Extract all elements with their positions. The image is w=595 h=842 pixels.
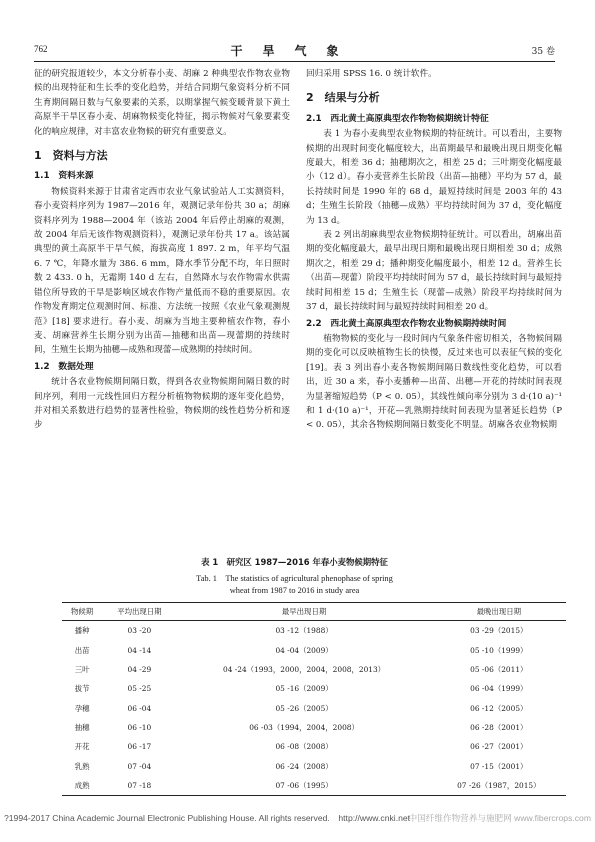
table-row: [62, 718, 566, 737]
volume-label: 35 卷: [531, 47, 555, 57]
table-cell: 成熟: [62, 776, 102, 796]
table-cell: 03 -12（1988）: [275, 626, 333, 636]
table-cell: 07 -04: [127, 761, 152, 771]
table-cell: 抽穗: [74, 723, 90, 733]
table-cell: 出苗: [74, 645, 90, 655]
subsection-2-2-heading: 2.2 西北黄土高原典型农作物农业物候期持续时间: [306, 318, 507, 329]
table-row: [62, 699, 566, 718]
subsection-2-2-text: 植物物候的变化与一段时间内气象条件密切相关，各物候间隔期的变化可以反映植物生长的快慢，反过来也可以表征气候的变化[19]。表 3 列出春小麦各物候期间隔日数线性变化趋势，可以看出，近 30 a 来，春小麦播种—出苗、出穗—开花的持续时间表现为显著缩短趋势（P < 0. 05），其线性倾向率分别为 3 d·(10 a)⁻¹ 和 1 d·(10 a)⁻¹，开花—乳熟期持续时间表现为显著延长趋势（P < 0. 05），其余各物候期间隔日数变化不明显。胡麻各农业物候期: [306, 333, 562, 431]
subsection-2-1-paragraph-1: 表 1 为春小麦典型农业物候期的特征统计。可以看出，主要物候期的出现时间变化幅度较大，出苗期最早和最晚出现日期变化幅度最大，相差 36 d；抽穗期次之，相差 25 d；三叶期变化幅度最小（12 d）。春小麦营养生长阶段（出苗—抽穗）平均为 57 d，最长持续时间是 1990 年的 68 d，最短持续时间是 2003 年的 43 d；生殖生长阶段（抽穗—成熟）平均持续时间为 37 d，变化幅度为 13 d。: [306, 129, 562, 226]
table-cell: 07 -26（1987，2015）: [432, 776, 566, 796]
table-row: [62, 621, 566, 641]
table-cell: 04 -29: [127, 664, 152, 674]
table-cell: 06 -10: [127, 723, 152, 733]
page-number: 762: [34, 44, 48, 54]
table-cell: 乳熟: [74, 761, 90, 771]
table-header-cell: 最早出现日期: [177, 603, 432, 621]
table-cell: 04 -04（2009）: [275, 645, 333, 655]
table-cell: 06 -03（1994，2004，2008）: [249, 723, 359, 733]
table-row: [62, 776, 566, 796]
table-header-cell: 最晚出现日期: [432, 603, 566, 621]
table-cell: 05 -16（2009）: [275, 684, 333, 694]
copyright-notice: ?1994-2017 China Academic Journal Electronic Publishing House. All rights reserved. http://www.cnki.net: [4, 813, 411, 823]
footer: [4, 812, 591, 824]
watermark: 中国纤维作物营养与施肥网 www.fibercrops.com: [408, 813, 591, 823]
table-cell: 06 -04（1999）: [470, 684, 528, 694]
table-row: [62, 640, 566, 659]
table-cell: 播种: [74, 626, 90, 636]
section-2-heading: 2 结果与分析: [306, 91, 380, 105]
table-row: [62, 679, 566, 698]
table-cell: 04 -24（1993，2000，2004，2008，2013）: [223, 664, 386, 674]
table-cell: 06 -27（2001）: [470, 742, 528, 752]
table-cell: 05 -26（2005）: [275, 703, 333, 713]
running-header: [34, 42, 555, 58]
table-cell: 04 -14: [127, 645, 152, 655]
table-cell: 拔节: [74, 684, 90, 694]
header-rule: [34, 61, 555, 62]
table-cell: 06 -04: [127, 703, 152, 713]
table-cell: 05 -06（2011）: [470, 664, 528, 674]
table-caption-en-line-1: Tab. 1 The statistics of agricultural phenophase of spring: [196, 574, 393, 583]
subsection-1-1-heading: 1.1 资料来源: [34, 171, 94, 182]
section-1-heading: 1 资料与方法: [34, 149, 108, 163]
table-cell: 孕穗: [74, 703, 90, 713]
table-row: [62, 660, 566, 679]
subsection-1-2-heading: 1.2 数据处理: [34, 361, 94, 372]
table-cell: 07 -15（2001）: [470, 761, 528, 771]
table-row: [62, 757, 566, 776]
subsection-1-1-text: 物候资料来源于甘肃省定西市农业气象试验站人工实测资料，春小麦资料序列为 1987—2016 年，观测记录年份共 30 a；胡麻资料序列为 1988—2004 年（该站 2004 年后停止胡麻的观测，故 2004 年后无该作物观测资料），观测记录年份共 17 a。该站属典型的黄土高原半干旱气候，海拔高度 1 897. 2 m，年平均气温 6. 7 ℃，年降水量为 386. 6 mm，降水季节分配不均，年日照时数 2 433. 0 h，无霜期 140 d 左右，自然降水与农作物需水供需错位所导致的干旱是影响区域农作物产量低而不稳的重要原因。农作物发育期定位观测时间、标准、方法统一按照《农业气象观测规范》[18] 要求进行。春小麦、胡麻为当地主要种植农作物，春小麦、胡麻营养生长期分别为出苗—抽穗和出苗—现蕾期的持续时间，生殖生长期为抽穗—成熟和现蕾—成熟期的持续时间。: [34, 186, 290, 356]
table-cell: 07 -18: [102, 776, 176, 796]
table-cell: 07 -06（1995）: [177, 776, 432, 796]
table-cell: 06 -08（2008）: [275, 742, 333, 752]
table-header-cell: 物候期: [62, 603, 102, 621]
table-header-row: [62, 603, 566, 621]
table-cell: 03 -29（2015）: [470, 626, 528, 636]
table-header-cell: 平均出现日期: [102, 603, 176, 621]
table-caption-en-line-2: wheat from 1987 to 2016 in study area: [229, 586, 360, 595]
table-cell: 06 -12（2005）: [470, 703, 528, 713]
phenophase-table: [62, 602, 566, 796]
subsection-2-1-paragraph-2: 表 2 列出胡麻典型农业物候期特征统计。可以看出，胡麻出苗期的变化幅度最大，最早出现日期和最晚出现日期相差 30 d；成熟期次之，相差 29 d；播种期变化幅度最小，相差 12 d。营养生长（出苗—现蕾）阶段平均持续时间为 57 d，最长持续时间与最短持续时间相差 15 d；生殖生长（现蕾—成熟）阶段平均持续时间为 37 d，最长持续时间与最短持续时间相差 20 d。: [306, 230, 562, 313]
subsection-1-2-text: 统计各农业物候期间隔日数，得到各农业物候期间隔日数的时间序列，利用一元线性回归方程分析植物物候期的逐年变化趋势，并对相关系数进行趋势的显著性检验，物候期的线性趋势分析和逐步: [34, 377, 290, 431]
table-cell: 开花: [74, 742, 90, 752]
table-caption-zh: 表 1 研究区 1987—2016 年春小麦物候期特征: [201, 557, 388, 567]
table-row: [62, 737, 566, 756]
subsection-2-1-heading: 2.1 西北黄土高原典型农作物物候期统计特征: [306, 113, 489, 124]
table-cell: 06 -28（2001）: [470, 723, 528, 733]
intro-paragraph: 征的研究报道较少，本文分析春小麦、胡麻 2 种典型农作物农业物候的出现特征和生长季的变化趋势，并结合同期气象资料分析不同生育期间隔日数与气象要素的关系，以期掌握气候变暖背景下黄土高原半干旱区春小麦、胡麻物候变化特征，揭示物候对气象要素变化的响应规律，对丰富农业物候的研究有重要意义。: [34, 69, 290, 137]
continued-text: 回归采用 SPSS 16. 0 统计软件。: [306, 69, 437, 79]
table-cell: 05 -10（1999）: [470, 645, 528, 655]
right-column: [306, 67, 562, 433]
journal-title: 干旱气象: [230, 44, 359, 58]
table-cell: 三叶: [74, 664, 90, 674]
table-cell: 06 -17: [127, 742, 152, 752]
table-cell: 03 -20: [127, 626, 152, 636]
left-column: [34, 67, 290, 433]
table-cell: 06 -24（2008）: [275, 761, 333, 771]
table-cell: 05 -25: [127, 684, 152, 694]
